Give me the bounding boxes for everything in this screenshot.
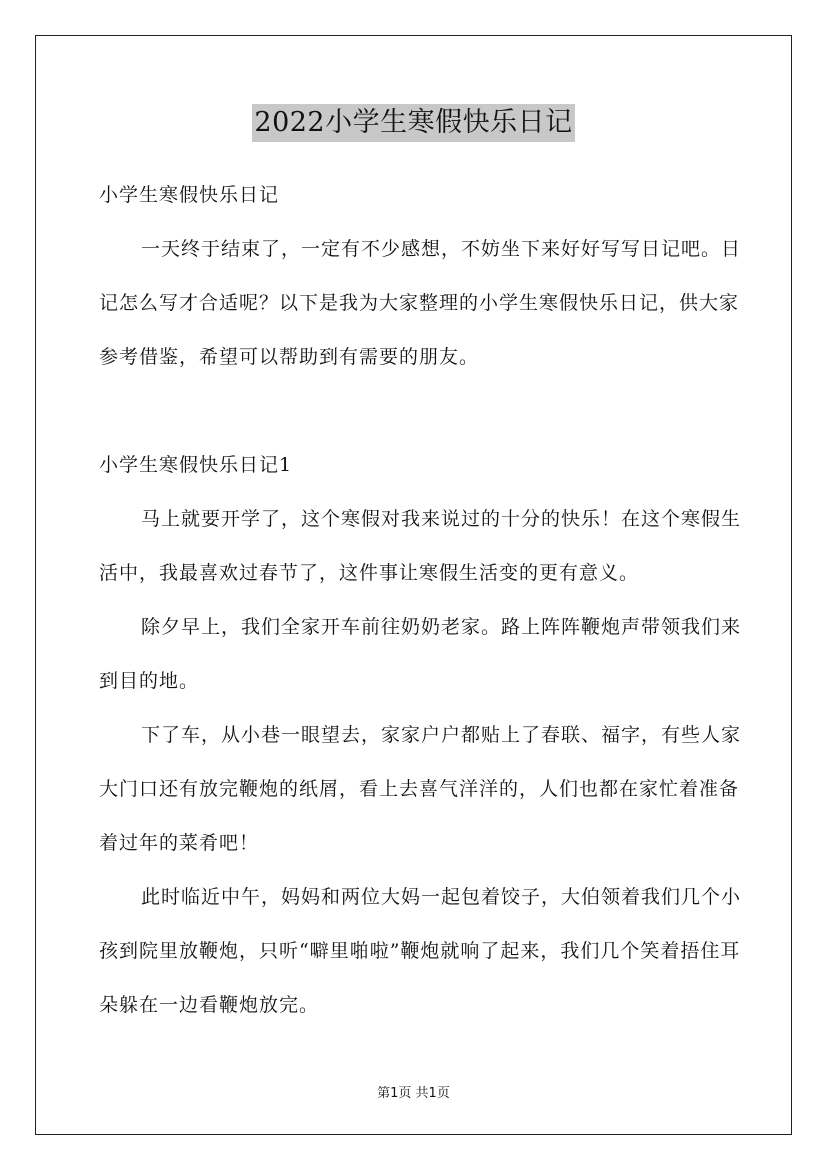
document-title-row [0,104,827,142]
section-heading: 小学生寒假快乐日记1 [99,454,293,476]
page-number: 第1页 共1页 [377,1086,450,1101]
body-paragraph: 马上就要开学了，这个寒假对我来说过的十分的快乐！在这个寒假生活中，我最喜欢过春节了，这件事让寒假生活变的更有意义。 [99,508,742,584]
intro-paragraph: 一天终于结束了，一定有不少感想，不妨坐下来好好写写日记吧。日记怎么写才合适呢？以下是我为大家整理的小学生寒假快乐日记，供大家参考借鉴，希望可以帮助到有需要的朋友。 [99,238,742,368]
body-paragraph: 下了车，从小巷一眼望去，家家户户都贴上了春联、福字，有些人家大门口还有放完鞭炮的纸屑，看上去喜气洋洋的，人们也都在家忙着准备着过年的菜肴吧！ [99,724,742,854]
document-title: 2022小学生寒假快乐日记 [252,104,574,142]
intro-heading: 小学生寒假快乐日记 [99,184,280,206]
document-body [99,168,745,1032]
page-footer [0,1082,827,1101]
blank-line [99,384,745,438]
body-paragraph: 此时临近中午，妈妈和两位大妈一起包着饺子，大伯领着我们几个小孩到院里放鞭炮，只听“噼里啪啦”鞭炮就响了起来，我们几个笑着捂住耳朵躲在一边看鞭炮放完。 [99,886,742,1016]
body-paragraph: 除夕早上，我们全家开车前往奶奶老家。路上阵阵鞭炮声带领我们来到目的地。 [99,616,742,692]
